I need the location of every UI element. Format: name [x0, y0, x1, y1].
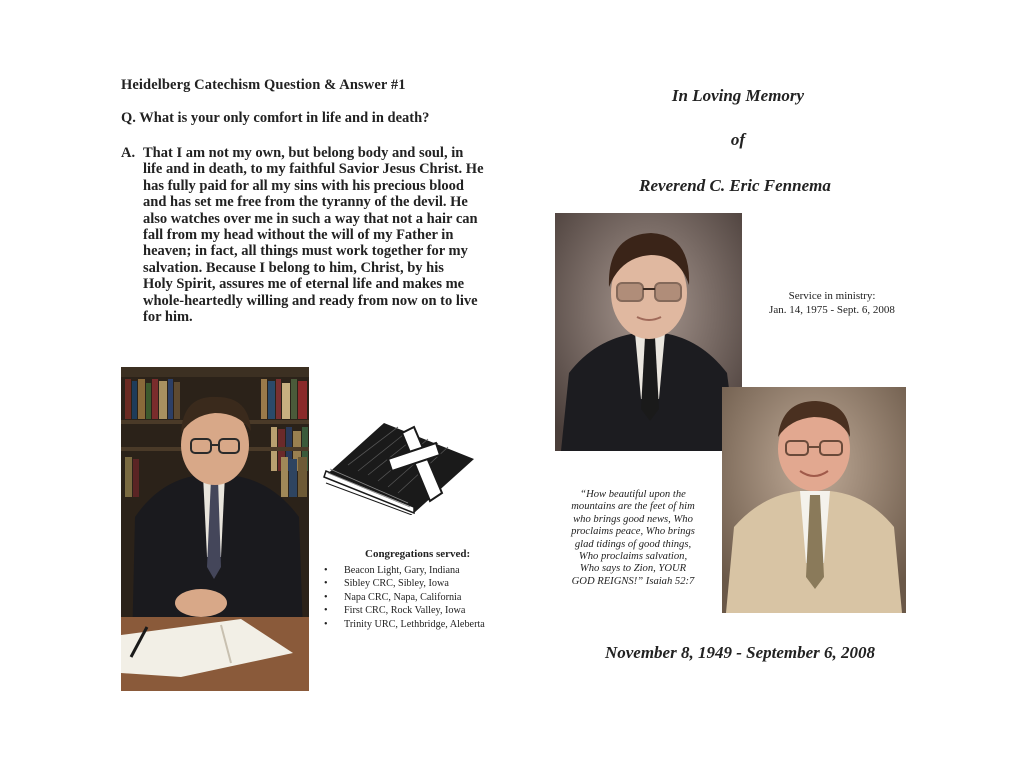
list-item: • Napa CRC, Napa, California	[324, 591, 485, 604]
answer-line: and has set me free from the tyranny of the devil. He	[143, 194, 468, 211]
bible-with-cross-icon	[318, 415, 478, 515]
quote-line: Who proclaims salvation,	[578, 551, 688, 563]
service-dates: Jan. 14, 1975 - Sept. 6, 2008	[769, 304, 895, 316]
quote-line: GOD REIGNS!” Isaiah 52:7	[571, 575, 695, 587]
list-item: • Trinity URC, Lethbridge, Aleberta	[324, 618, 485, 631]
list-item: • First CRC, Rock Valley, Iowa	[324, 604, 485, 617]
answer-marker: A.	[121, 145, 136, 161]
catechism-heading: Heidelberg Catechism Question & Answer #1	[121, 77, 406, 93]
isaiah-quote	[548, 489, 718, 588]
quote-line: mountains are the feet of him	[571, 501, 695, 513]
answer-line: That I am not my own, but belong body and soul, in	[143, 145, 464, 161]
life-dates: November 8, 1949 - September 6, 2008	[604, 643, 876, 662]
quote-line: Who says to Zion, YOUR	[579, 563, 687, 575]
answer-line: heaven; in fact, all things must work together for my	[143, 243, 468, 260]
service-in-ministry	[752, 289, 912, 317]
answer-line: whole-heartedly willing and ready from now on to live	[143, 292, 478, 309]
pastor-desk-photo	[121, 367, 309, 691]
answer-line: Holy Spirit, assures me of eternal life and makes me	[143, 276, 465, 293]
answer-line: has fully paid for all my sins with his precious blood	[143, 177, 464, 194]
catechism-question: Q. What is your only comfort in life and in death?	[121, 110, 430, 126]
quote-line: proclaims peace, Who brings	[571, 526, 695, 538]
quote-line: glad tidings of good things,	[574, 538, 692, 550]
answer-line: also watches over me in such a way that not a hair can	[143, 210, 478, 227]
older-portrait-photo	[722, 387, 906, 613]
quote-line: who brings good news, Who	[573, 513, 693, 525]
young-portrait-photo	[555, 213, 742, 451]
service-label: Service in ministry:	[788, 290, 876, 302]
memorial-name: Reverend C. Eric Fennema	[639, 176, 831, 195]
answer-line: for him.	[143, 309, 193, 326]
answer-line: fall from my head without the will of my Father in	[143, 227, 454, 244]
memorial-title: In Loving Memory	[671, 86, 805, 105]
congregations-title: Congregations served:	[365, 548, 471, 560]
list-item: • Beacon Light, Gary, Indiana	[324, 564, 485, 577]
answer-line: salvation. Because I belong to him, Christ, by his	[143, 259, 444, 276]
catechism-answer	[143, 145, 505, 325]
quote-line: “How beautiful upon the	[580, 489, 686, 500]
answer-line: life and in death, to my faithful Savior Jesus Christ. He	[143, 161, 484, 178]
list-item: • Sibley CRC, Sibley, Iowa	[324, 577, 485, 590]
memorial-title-of: of	[730, 130, 746, 149]
congregations-list	[324, 564, 485, 631]
